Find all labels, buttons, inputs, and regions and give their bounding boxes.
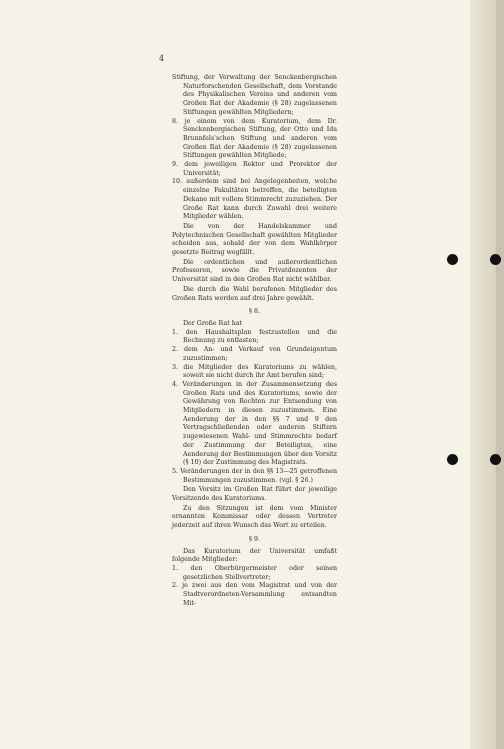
section-heading: § 8. [248,308,261,316]
paragraph: Die ordentlichen und außerordentlichen Professoren, sowie die Privatdozenten der Universität sind in den Großen Rat nicht wählbar. [172,258,337,284]
paragraph: Der Große Rat hat [183,319,243,327]
page-number: 4 [159,54,165,63]
paragraph: Zu den Sitzungen ist dem vom Minister ernannten Kommissar oder dessen Vertreter jederzeit auf ihren Wunsch das Wort zu erteilen. [172,504,337,530]
list-item: 1. den Oberbürgermeister oder seinen gesetzlichen Stellvertreter; [172,564,337,581]
paragraph: Die von der Handelskammer und Polytechnischen Gesellschaft gewählten Mitglieder scheiden aus, sobald der von dem Wahlkörper gesetzte Beitrag wegfällt. [172,222,337,257]
list-item: 2. je zwei aus den vom Magistrat und von der Stadtverordneten-Versammlung entsandten Mit- [172,582,337,607]
list-item: 8. je einem von dem Kuratorium, dem Dr. Senckenbergischen Stiftung, der Otto und Ida Brunnfels'schen Stiftung und anderen vom Großen Rat der Akademie (§ 28) zugelassenen Stiftungen gewählten Mitgliede; [172,117,337,160]
paragraph: Den Vorsitz im Großen Rat führt der jeweilige Vorsitzende des Kuratoriums. [172,486,337,503]
list-item: 4. Veränderungen in der Zusammensetzung des Großen Rats und des Kuratoriums, sowie der Gewährung von Rechten zur Entsendung von Mitgliedern in diesen zuzustimmen. Eine Aenderung der in den §§ 7 und 9 den Vertragschließenden oder anderen Stiftern zugewiesenen Wahl- und Stimmrechte bedarf der Zustimmung der Beteiligten, eine Aenderung der Bestimmungen über den Vorsitz (§ 10) der Zustimmung des Magistrats. [172,380,337,467]
list-item: 9. dem jeweiligen Rektor und Prorektor der Universität; [172,161,337,177]
paragraph: Das Kuratorium der Universität umfaßt folgende Mitglieder: [172,547,337,564]
list-item: Stiftung, der Verwaltung der Senckenbergischen Naturforschenden Gesellschaft, dem Vorstande des Physikalischen Vereins und anderen vom Großen Rat der Akademie (§ 28) zugelassenen Stiftungen gewählten Mitgliedern; [172,74,337,116]
paragraph: Die durch die Wahl berufenen Mitglieder des Großen Rats werden auf drei Jahre gewählt. [172,285,337,302]
list-item: 5. Veränderungen der in den §§ 13—25 getroffenen Bestimmungen zuzustimmen. (vgl. § 26.) [172,467,337,484]
list-item: 10. außerdem sind bei Angelegenheiten, welche einzelne Fakultäten betreffen, die beteiligten Dekane mit vollem Stimmrecht zuzuziehen. Der Große Rat kann durch Zuwahl drei weitere Mitglieder wählen. [172,178,337,221]
list-item: 3. die Mitglieder des Kuratoriums zu wählen, soweit sie nicht durch ihr Amt berufen sind; [172,363,337,380]
punch-hole [447,254,458,265]
document-body [172,74,337,608]
list-item: 1. den Haushaltsplan festzustellen und die Rechnung zu entlasten; [172,328,337,345]
list-item: 2. dem An- und Verkauf von Grundeigentum zuzustimmen; [172,346,337,362]
punch-hole [447,454,458,465]
page-edge [496,0,504,749]
section-heading: § 9. [248,535,261,543]
punch-hole [490,254,501,265]
punch-hole [490,454,501,465]
